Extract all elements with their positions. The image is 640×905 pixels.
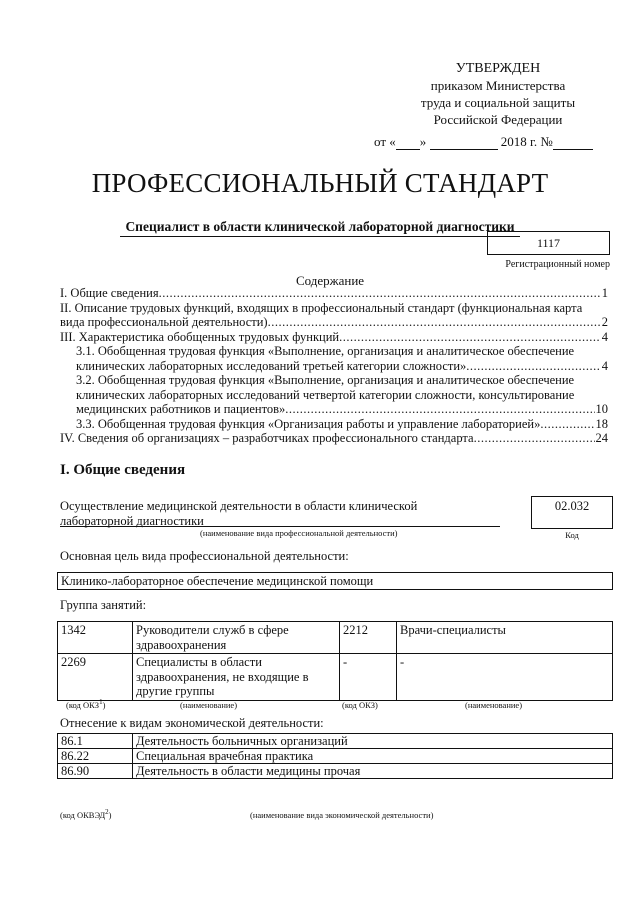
activity-underline	[60, 526, 500, 527]
activity-code-box: 02.032	[531, 496, 613, 529]
okz-code-cell: -	[340, 654, 397, 701]
okved-name-caption: (наименование вида экономической деятельности)	[250, 810, 434, 820]
okz-code-caption: (код ОКЗ$^1$)	[66, 698, 106, 710]
okz-code-cell: 2269	[58, 654, 133, 701]
toc-item-2[interactable]: вида профессиональной деятельности) ..... 2	[60, 315, 608, 330]
table-row	[58, 734, 613, 749]
toc-item-3-3[interactable]: 3.3. Обобщенная трудовая функция «Организация работы и управление лабораторией» ..... 18	[60, 417, 608, 432]
document-title: ПРОФЕССИОНАЛЬНЫЙ СТАНДАРТ	[91, 168, 549, 198]
okz-name-cell: Врачи-специалисты	[397, 622, 613, 654]
goal-label: Основная цель вида профессиональной деятельности:	[60, 549, 349, 563]
order-prefix: от «	[374, 134, 396, 149]
approval-line-3: Российской Федерации	[433, 112, 563, 127]
activity-name: Осуществление медицинской деятельности в области клинической лабораторной диагностики	[60, 499, 418, 528]
okved-name-cell: Деятельность в области медицины прочая	[133, 764, 613, 779]
activity-code-caption: Код	[565, 530, 579, 540]
table-row	[58, 654, 613, 701]
okved-code-cell: 86.22	[58, 749, 133, 764]
order-number-blank	[553, 135, 593, 150]
occupation-groups-table	[57, 621, 613, 701]
occupation-groups-label: Группа занятий:	[60, 598, 147, 612]
okz-name-cell: Специалисты в области здравоохранения, не входящие в другие группы	[133, 654, 340, 701]
approval-block	[378, 60, 618, 128]
okved-name-cell: Деятельность больничных организаций	[133, 734, 613, 749]
okved-code-cell: 86.90	[58, 764, 133, 779]
toc-item-4[interactable]: IV. Сведения об организациях – разработчиках профессионального стандарта ..... 24	[60, 431, 608, 446]
goal-text: Клинико-лабораторное обеспечение медицинской помощи	[61, 574, 374, 588]
toc-item-3-2-line-1: 3.2. Обобщенная трудовая функция «Выполнение, организация и аналитическое обеспечение	[76, 373, 575, 387]
toc-item-3[interactable]: III. Характеристика обобщенных трудовых функций ..... 4	[60, 330, 608, 345]
activity-caption: (наименование вида профессиональной деятельности)	[200, 528, 398, 538]
okved-code-caption: (код ОКВЭД$^2$)	[60, 808, 112, 820]
order-line	[374, 134, 624, 150]
okz-code-caption-2: (код ОКЗ)	[342, 700, 378, 710]
table-row	[58, 622, 613, 654]
toc-item-3-2-line-2: клинических лабораторных исследований четвертой категории сложности, консультирование	[76, 387, 575, 402]
toc-item-3-2[interactable]: медицинских работников и пациентов» ..... 10	[60, 402, 608, 417]
okved-label: Отнесение к видам экономической деятельности:	[60, 716, 324, 730]
table-row	[58, 764, 613, 779]
order-month-blank	[430, 135, 498, 150]
okved-table	[57, 733, 613, 779]
toc-item-1[interactable]: I. Общие сведения ..... 1	[60, 286, 608, 301]
okz-name-caption: (наименование)	[180, 700, 238, 710]
okz-name-caption-2: (наименование)	[465, 700, 523, 710]
registration-number-box: 1117	[487, 231, 610, 255]
okz-name-cell: -	[397, 654, 613, 701]
toc-item-2-line-1: II. Описание трудовых функций, входящих в профессиональный стандарт (функциональная карта	[60, 300, 583, 315]
okz-name-cell: Руководители служб в сфере здравоохранения	[133, 622, 340, 654]
goal-box	[57, 572, 613, 590]
order-year: 2018 г. №	[500, 134, 553, 149]
okz-code-cell: 2212	[340, 622, 397, 654]
toc-item-3-1-line-1: 3.1. Обобщенная трудовая функция «Выполнение, организация и аналитическое обеспечение	[76, 344, 575, 358]
standard-name-underline	[120, 236, 520, 237]
approval-heading: УТВЕРЖДЕН	[455, 61, 541, 76]
okved-code-cell: 86.1	[58, 734, 133, 749]
toc-heading: Содержание	[295, 273, 365, 288]
okz-code-cell: 1342	[58, 622, 133, 654]
standard-name: Специалист в области клинической лабораторной диагностики	[125, 219, 515, 234]
toc-item-3-1[interactable]: клинических лабораторных исследований третьей категории сложности» ..... 4	[60, 359, 608, 374]
registration-number-label: Регистрационный номер	[505, 259, 610, 270]
order-day-blank	[396, 135, 420, 150]
approval-line-1: приказом Министерства	[430, 78, 566, 93]
order-mid: »	[419, 134, 427, 149]
table-of-contents	[60, 286, 608, 446]
table-row	[58, 749, 613, 764]
approval-line-2: труда и социальной защиты	[420, 95, 576, 110]
section-heading: I. Общие сведения	[60, 462, 186, 478]
okved-name-cell: Специальная врачебная практика	[133, 749, 613, 764]
